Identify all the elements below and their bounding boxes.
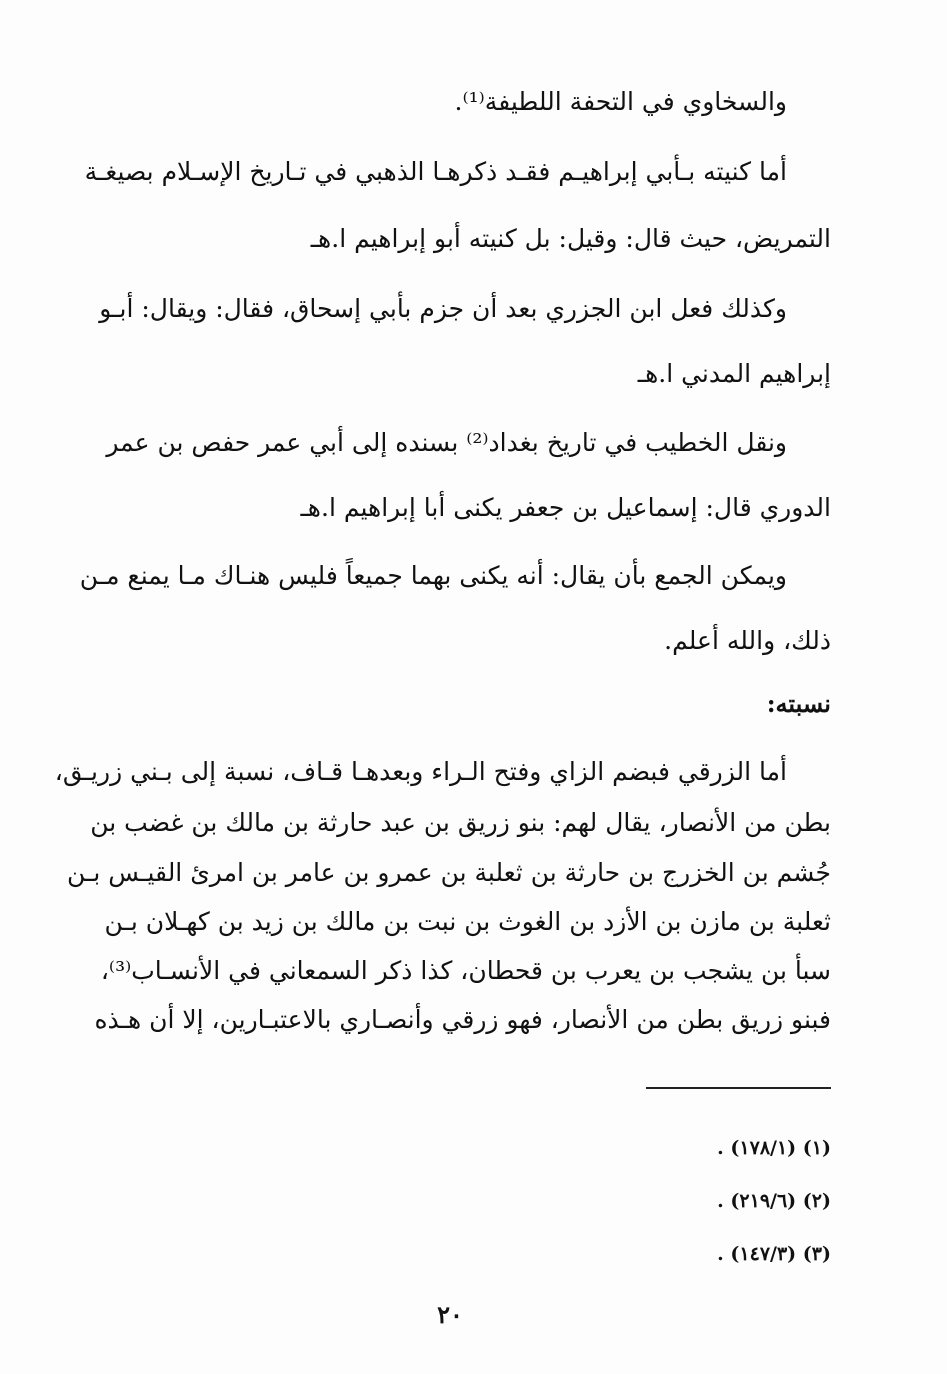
section-heading: نسبته: [766,689,831,718]
text-line: ونقل الخطيب في تاريخ بغداد⁽²⁾ بسنده إلى أبي عمر حفص بن عمر [106,428,787,457]
text-line: وكذلك فعل ابن الجزري بعد أن جزم بأبي إسحاق، فقال: ويقال: أبـو [99,294,787,323]
text-line: الدوري قال: إسماعيل بن جعفر يكنى أبا إبراهيم ا.هـ [300,493,831,522]
text-line: والسخاوي في التحفة اللطيفة⁽¹⁾. [454,87,787,116]
footnote: (٢) (٢١٩/٦) . [717,1190,831,1212]
text-line: سبأ بن يشجب بن يعرب بن قحطان، كذا ذكر السمعاني في الأنسـاب⁽³⁾، [100,956,831,985]
text-line: أما الزرقي فبضم الزاي وفتح الـراء وبعدهـا قـاف، نسبة إلى بـني زريـق، [54,757,787,786]
text-line: أما كنيته بـأبي إبراهيـم فقـد ذكرهـا الذهبي في تـاريخ الإسـلام بصيغـة [84,157,787,186]
text-line: ثعلبة بن مازن بن الأزد بن الغوث بن نبت بن مالك بن زيد بن كهـلان بـن [104,907,831,936]
text-line: ذلك، والله أعلم. [664,626,831,655]
footnote-divider [646,1087,831,1089]
text-line: بطن من الأنصار، يقال لهم: بنو زريق بن عبد حارثة بن مالك بن غضب بن [90,808,831,837]
text-line: ويمكن الجمع بأن يقال: أنه يكنى بهما جميعاً فليس هنـاك مـا يمنع مـن [79,561,787,590]
page-number: ٢٠ [437,1300,463,1329]
text-line: فبنو زريق بطن من الأنصار، فهو زرقي وأنصـاري بالاعتبـارين، إلا أن هـذه [94,1005,831,1034]
text-line: إبراهيم المدني ا.هـ [637,359,831,388]
text-line: جُشم بن الخزرج بن حارثة بن ثعلبة بن عمرو بن عامر بن امرئ القيـس بـن [67,858,831,887]
footnote: (٣) (١٤٧/٣) . [717,1243,831,1265]
text-line: التمريض، حيث قال: وقيل: بل كنيته أبو إبراهيم ا.هـ [310,224,831,253]
footnote: (١) (١٧٨/١) . [717,1137,831,1159]
